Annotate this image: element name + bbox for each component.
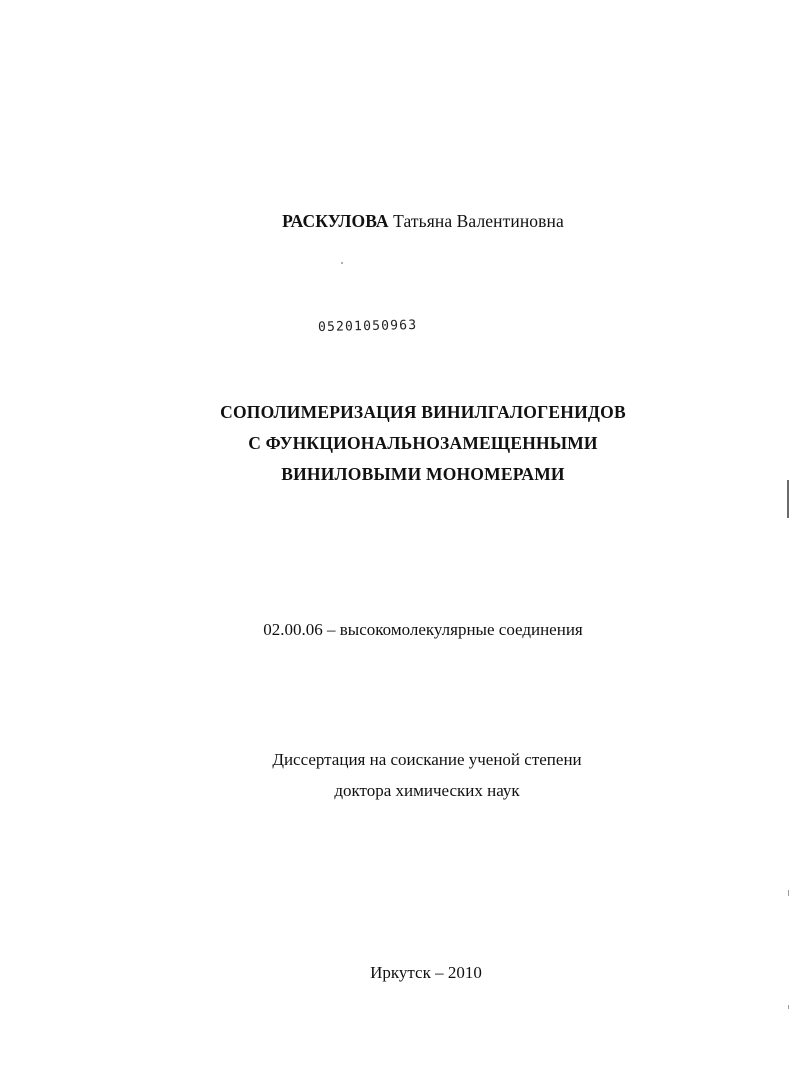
specialty-code: 02.00.06 – высокомолекулярные соединения (263, 620, 583, 639)
title-line-3: ВИНИЛОВЫМИ МОНОМЕРАМИ (281, 464, 565, 484)
stamp-number: 05201050963 (317, 317, 418, 336)
author-surname: РАСКУЛОВА (282, 211, 389, 231)
title-line-1: СОПОЛИМЕРИЗАЦИЯ ВИНИЛГАЛОГЕНИДОВ (220, 402, 626, 422)
author-name (0, 211, 794, 232)
scan-edge-mark (788, 890, 789, 896)
degree-line-2: доктора химических наук (334, 781, 520, 800)
scan-edge-mark (787, 480, 789, 518)
title-line-2: С ФУНКЦИОНАЛЬНОЗАМЕЩЕННЫМИ (248, 433, 598, 453)
place-and-year: Иркутск – 2010 (370, 963, 482, 982)
dissertation-title (0, 397, 794, 490)
author-given-names: Татьяна Валентиновна (393, 211, 564, 231)
degree-statement (0, 744, 794, 806)
scan-edge-mark (788, 1005, 789, 1009)
scan-speck (341, 262, 343, 264)
degree-line-1: Диссертация на соискание ученой степени (272, 750, 582, 769)
